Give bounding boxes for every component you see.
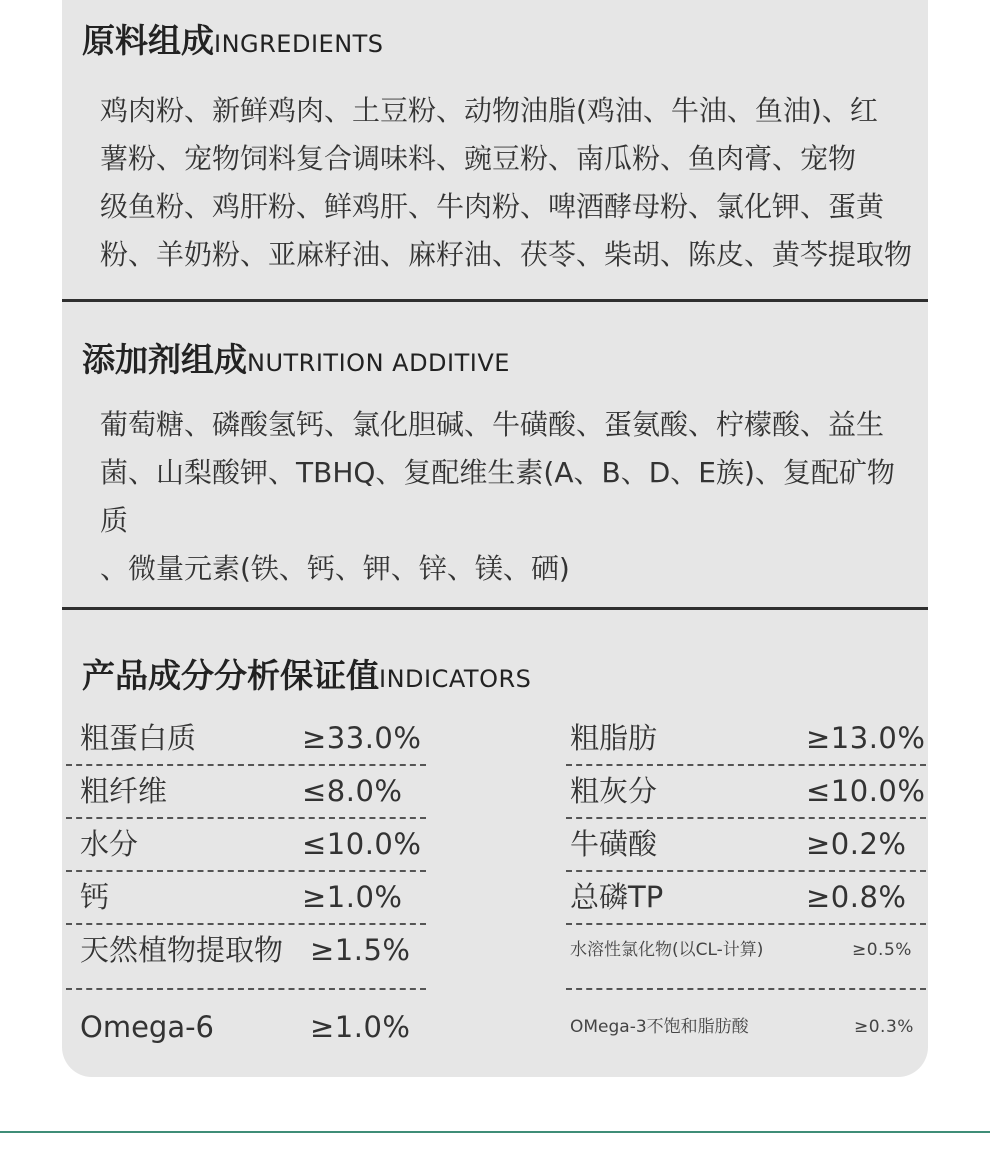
additive-list bbox=[100, 401, 920, 593]
indicator-value: ≥1.0% bbox=[302, 880, 403, 914]
indicator-value: ≥0.3% bbox=[854, 1017, 914, 1037]
indicator-value: ≥13.0% bbox=[806, 721, 926, 755]
indicator-row bbox=[66, 872, 426, 925]
indicator-row bbox=[566, 1002, 926, 1055]
section-divider bbox=[62, 299, 928, 302]
indicator-label: 天然植物提取物 bbox=[80, 933, 284, 967]
indicator-row bbox=[66, 713, 426, 766]
additive-line: 菌、山梨酸钾、TBHQ、复配维生素(A、B、D、E族)、复配矿物质 bbox=[100, 456, 895, 537]
additive-line: 、微量元素(铁、钙、钾、锌、镁、硒) bbox=[100, 552, 570, 585]
indicator-value: ≤10.0% bbox=[302, 827, 422, 861]
indicator-value: ≥0.5% bbox=[852, 940, 912, 960]
indicator-label: 水分 bbox=[80, 827, 139, 861]
indicators-title-cn: 产品成分分析保证值 bbox=[82, 656, 379, 695]
additive-title-cn: 添加剂组成 bbox=[82, 340, 247, 379]
indicator-label: 粗脂肪 bbox=[570, 721, 658, 755]
indicator-row bbox=[66, 1002, 426, 1055]
ingredients-line: 粉、羊奶粉、亚麻籽油、麻籽油、茯苓、柴胡、陈皮、黄芩提取物 bbox=[100, 238, 913, 271]
indicator-value: ≤10.0% bbox=[806, 774, 926, 808]
indicator-row bbox=[566, 713, 926, 766]
ingredients-title bbox=[82, 21, 384, 64]
indicator-label: 钙 bbox=[80, 880, 110, 914]
ingredients-line: 鸡肉粉、新鲜鸡肉、土豆粉、动物油脂(鸡油、牛油、鱼油)、红 bbox=[100, 94, 878, 127]
ingredients-title-en: INGREDIENTS bbox=[214, 30, 384, 58]
indicator-label: 粗蛋白质 bbox=[80, 721, 197, 755]
indicator-value: ≥0.2% bbox=[806, 827, 907, 861]
indicator-label: Omega-6 bbox=[80, 1010, 215, 1044]
indicator-row bbox=[566, 872, 926, 925]
ingredients-list bbox=[100, 87, 920, 279]
ingredients-line: 级鱼粉、鸡肝粉、鲜鸡肝、牛肉粉、啤酒酵母粉、氯化钾、蛋黄 bbox=[100, 190, 885, 223]
indicator-label: OMega-3不饱和脂肪酸 bbox=[570, 1017, 749, 1037]
indicator-value: ≥1.0% bbox=[310, 1010, 411, 1044]
indicator-row bbox=[566, 766, 926, 819]
ingredients-line: 薯粉、宠物饲料复合调味料、豌豆粉、南瓜粉、鱼肉膏、宠物 bbox=[100, 142, 857, 175]
additive-line: 葡萄糖、磷酸氢钙、氯化胆碱、牛磺酸、蛋氨酸、柠檬酸、益生 bbox=[100, 408, 885, 441]
indicator-label: 粗纤维 bbox=[80, 774, 168, 808]
indicator-row bbox=[66, 925, 426, 990]
indicator-value: ≤8.0% bbox=[302, 774, 403, 808]
ingredients-title-cn: 原料组成 bbox=[82, 21, 214, 60]
section-divider bbox=[62, 607, 928, 610]
additive-title-en: NUTRITION ADDITIVE bbox=[247, 349, 510, 377]
indicator-label: 粗灰分 bbox=[570, 774, 658, 808]
indicator-row bbox=[566, 819, 926, 872]
indicator-label: 水溶性氯化物(以CL-计算) bbox=[570, 940, 764, 960]
indicator-row bbox=[566, 925, 926, 990]
bottom-accent-line bbox=[0, 1131, 990, 1133]
indicators-title bbox=[82, 656, 531, 699]
indicator-label: 牛磺酸 bbox=[570, 827, 658, 861]
indicator-value: ≥1.5% bbox=[310, 933, 411, 967]
indicators-title-en: INDICATORS bbox=[379, 665, 532, 693]
indicator-label: 总磷TP bbox=[570, 880, 664, 914]
indicator-value: ≥33.0% bbox=[302, 721, 422, 755]
indicator-row bbox=[66, 819, 426, 872]
indicator-value: ≥0.8% bbox=[806, 880, 907, 914]
indicator-row bbox=[66, 766, 426, 819]
additive-title bbox=[82, 340, 510, 383]
